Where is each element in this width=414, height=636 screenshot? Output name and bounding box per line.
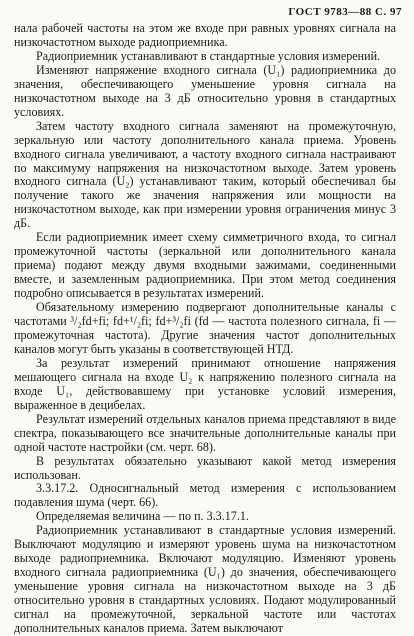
paragraph: Радиоприемник устанавливают в стандартные условия измерений. [36, 48, 381, 63]
page-body [14, 22, 396, 636]
page-header: ГОСТ 9783—88 С. 97 [288, 6, 402, 18]
paragraph: Радиоприемник устанавливают в стандартные условия измерений. Выключают модуляцию и измеряют уровень шума на низкочастотном выходе радиоприемника. Включают модуляцию. Изменяют уровень входного сигнала радиоприемника (U₁) до значения, обеспечивающего уменьшение уровня сигнала на низкочастотном выходе на 3 дБ относительно уровня в стандартных условиях. Подают модулированный сигнал на промежуточной, зеркальной частоте или частотах дополнительных каналов приема. Затем выключают [14, 523, 396, 635]
paragraph: За результат измерений принимают отношение напряжения мешающего сигнала на входе U₂ к напряжению полезного сигнала на входе U₁, действовавшему при установке условий измерения, выраженное в децибелах. [14, 355, 396, 412]
paragraph: нала рабочей частоты на этом же входе при равных уровнях сигнала на низкочастотном выходе радиоприемника. [14, 21, 396, 49]
paragraph: Определяемая величина — по п. 3.3.17.1. [36, 509, 249, 524]
paragraph: Обязательному измерению подвергают дополнительные каналы с частотами ³/₂fd+fi; fd+¹/₂fi; fd+³/₂fi (fd — частота полезного сигнала, fi — промежуточная частота). Другие значения частот дополнительных каналов могут быть указаны в соответствующей НТД. [14, 300, 396, 356]
paragraph: Если радиоприемник имеет схему симметричного входа, то сигнал промежуточной частоты (зеркальной или дополнительного канала приема) подают между двумя входными зажимами, соединенными вместе, и заземленным радиоприемника. При этом метод соединения подробно описывается в результатах измерений. [14, 230, 396, 301]
paragraph: В результатах обязательно указывают какой метод измерения использован. [14, 453, 396, 482]
paragraph: Затем частоту входного сигнала заменяют на промежуточную, зеркальную или частоту дополнительного канала приема. Уровень входного сигнала увеличивают, а частоту входного сигнала настраивают по максимуму напряжения на низкочастотном выходе. Затем уровень входного сигнала (U₂) устанавливают таким, который обеспечивал бы получение такого же значения напряжения или мощности на низкочастотном выходе, как при измерении уровня ограничения минус 3 дБ. [14, 118, 396, 231]
paragraph: Изменяют напряжение входного сигнала (U₁) радиоприемника до значения, обеспечивающего уменьшение уровня сигнала на низкочастотном выходе на 3 дБ относительно уровня в стандартных условиях. [14, 62, 396, 119]
paragraph: Результат измерений отдельных каналов приема представляют в виде спектра, показывающего все значительные дополнительные каналы при одной частоте настройки (см. черт. 68). [14, 411, 396, 454]
section-heading: 3.3.17.2. Односигнальный метод измерения с использованием подавления шума (черт. 66). [14, 481, 396, 510]
